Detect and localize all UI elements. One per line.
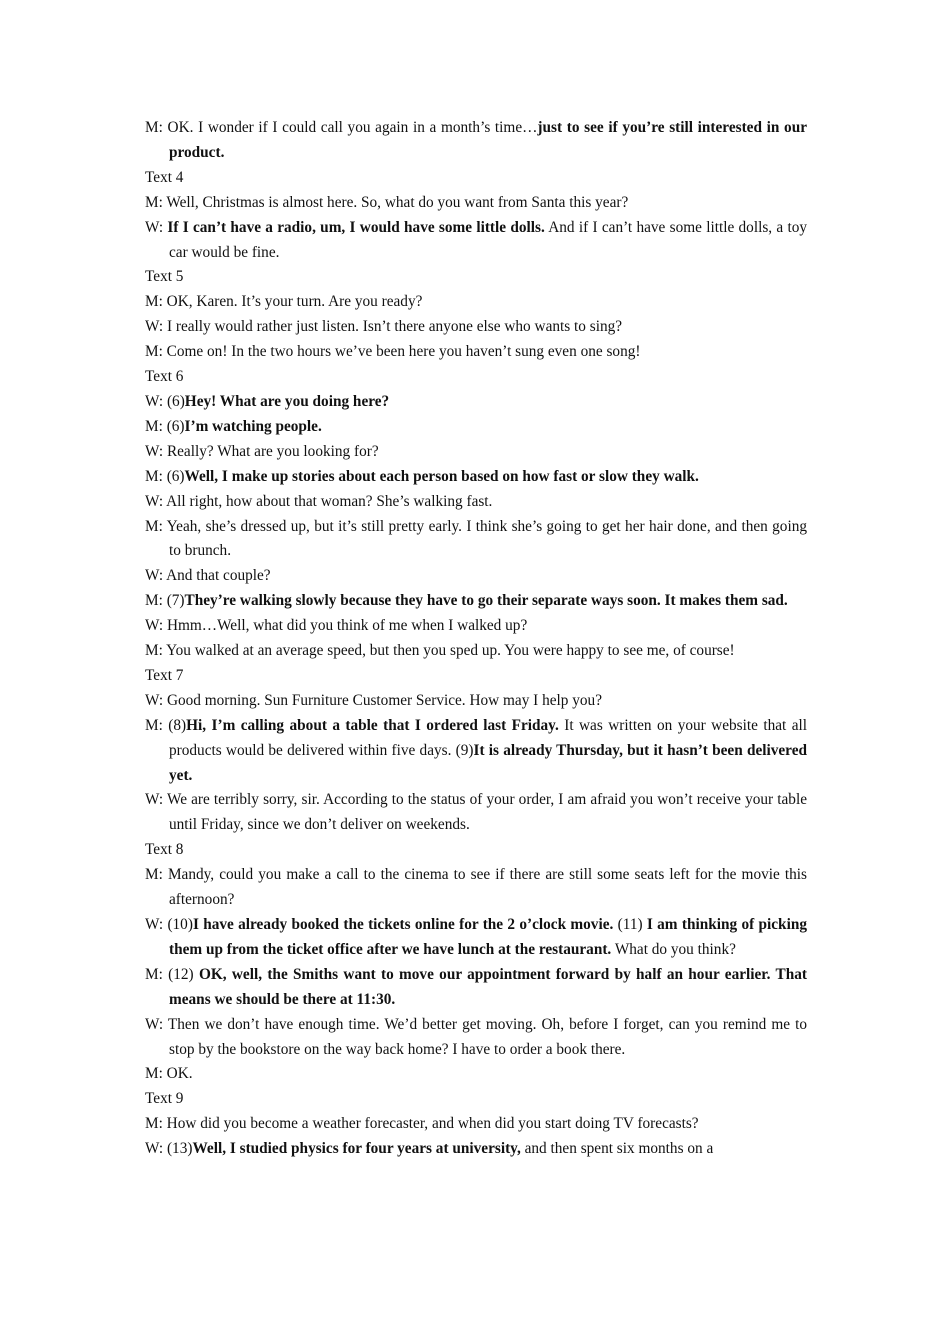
- text-segment: (10): [167, 916, 193, 933]
- dialogue-line: [145, 465, 807, 490]
- text-segment: Text 5: [145, 268, 184, 286]
- text-segment: (11): [613, 916, 647, 933]
- text-segment: M:: [145, 965, 169, 983]
- bold-answer-text: I have already booked the tickets online for the 2 o’clock movie.: [192, 916, 614, 933]
- dialogue-line: [145, 1137, 807, 1162]
- text-segment: and then spent six months on a: [520, 1140, 714, 1158]
- text-segment: M:: [145, 592, 167, 610]
- dialogue-line: [145, 1112, 807, 1137]
- text-segment: M: Yeah, she’s dressed up, but it’s still pretty early. I think she’s going to get her hair done, and then going to brunch.: [145, 517, 807, 560]
- bold-answer-text: Hi, I’m calling about a table that I ordered last Friday.: [186, 716, 559, 734]
- dialogue-line: [145, 515, 807, 565]
- section-heading: [145, 664, 807, 689]
- bold-answer-text: Well, I make up stories about each person based on how fast or slow they walk.: [184, 467, 699, 485]
- dialogue-line: [145, 340, 807, 365]
- text-segment: M: Come on! In the two hours we’ve been here you haven’t sung even one song!: [145, 343, 641, 361]
- text-segment: M: How did you become a weather forecaster, and when did you start doing TV forecasts?: [145, 1115, 699, 1133]
- dialogue-line: [145, 191, 807, 216]
- text-segment: M: You walked at an average speed, but then you sped up. You were happy to see me, of course!: [145, 642, 735, 660]
- text-segment: M:: [145, 417, 167, 435]
- bold-answer-text: If I can’t have a radio, um, I would have some little dolls.: [167, 218, 545, 236]
- dialogue-line: [145, 589, 807, 614]
- dialogue-line: [145, 390, 807, 415]
- text-segment: W: We are terribly sorry, sir. According to the status of your order, I am afraid you won’t receive your table until Friday, since we don’t deliver on weekends.: [145, 791, 807, 834]
- dialogue-line: [145, 490, 807, 515]
- text-segment: (9): [455, 741, 474, 759]
- text-segment: W: All right, how about that woman? She’s walking fast.: [145, 492, 493, 510]
- text-segment: Text 9: [145, 1090, 184, 1108]
- text-segment: (8): [168, 716, 187, 734]
- section-heading: [145, 1087, 807, 1112]
- text-segment: W:: [145, 1140, 167, 1158]
- text-segment: W: I really would rather just listen. Isn’t there anyone else who wants to sing?: [145, 318, 623, 336]
- text-segment: W: Then we don’t have enough time. We’d better get moving. Oh, before I forget, can you remind me to stop by the bookstore on the way back home? I have to order a book there.: [145, 1015, 807, 1058]
- text-segment: M: OK, Karen. It’s your turn. Are you ready?: [145, 293, 423, 311]
- text-segment: W: Hmm…Well, what did you think of me when I walked up?: [145, 617, 528, 635]
- dialogue-line: [145, 913, 807, 963]
- text-segment: (13): [166, 1140, 193, 1158]
- bold-answer-text: I’m watching people.: [184, 417, 322, 435]
- text-segment: (7): [166, 592, 185, 610]
- bold-answer-text: I am thinking of picking them up from the ticket office after we have lunch at the restaurant.: [169, 916, 807, 958]
- text-segment: W:: [145, 916, 168, 933]
- text-segment: And if I can’t have some little dolls, a toy car would be fine.: [169, 218, 808, 261]
- text-segment: Text 4: [145, 168, 184, 186]
- bold-answer-text: OK, well, the Smiths want to move our appointment forward by half an hour earlier. That means we should be there at 11:30.: [169, 965, 807, 1008]
- dialogue-line: [145, 614, 807, 639]
- dialogue-line: [145, 863, 807, 913]
- dialogue-line: [145, 315, 807, 340]
- text-segment: W: Good morning. Sun Furniture Customer Service. How may I help you?: [145, 691, 602, 709]
- bold-answer-text: just to see if you’re still interested in our product.: [169, 119, 807, 161]
- dialogue-line: [145, 1013, 807, 1063]
- section-heading: [145, 265, 807, 290]
- document-body: [145, 116, 807, 1162]
- text-segment: What do you think?: [611, 940, 736, 958]
- section-heading: [145, 838, 807, 863]
- bold-answer-text: Well, I studied physics for four years at university,: [192, 1140, 521, 1158]
- bold-answer-text: They’re walking slowly because they have to go their separate ways soon. It makes them sad.: [184, 592, 788, 610]
- text-segment: (6): [166, 467, 185, 485]
- dialogue-line: [145, 639, 807, 664]
- section-heading: [145, 166, 807, 191]
- text-segment: W:: [145, 218, 168, 236]
- dialogue-line: [145, 116, 807, 166]
- text-segment: (6): [166, 392, 185, 410]
- dialogue-line: [145, 415, 807, 440]
- dialogue-line: [145, 216, 807, 266]
- text-segment: Text 6: [145, 368, 184, 386]
- text-segment: M: Mandy, could you make a call to the cinema to see if there are still some seats left for the movie this afternoon?: [145, 866, 807, 909]
- text-segment: W:: [145, 392, 167, 410]
- dialogue-line: [145, 564, 807, 589]
- text-segment: M:: [145, 467, 167, 485]
- text-segment: W: And that couple?: [145, 567, 271, 585]
- dialogue-line: [145, 963, 807, 1013]
- text-segment: (12): [168, 965, 199, 983]
- text-segment: It was written on your website that all products would be delivered within five days.: [169, 716, 807, 759]
- section-heading: [145, 365, 807, 390]
- text-segment: M: OK. I wonder if I could call you again in a month’s time…: [145, 119, 538, 136]
- text-segment: M:: [145, 716, 169, 734]
- text-segment: Text 7: [145, 666, 184, 684]
- text-segment: (6): [166, 417, 185, 435]
- bold-answer-text: It is already Thursday, but it hasn’t been delivered yet.: [169, 741, 807, 784]
- text-segment: M: OK.: [145, 1065, 193, 1083]
- text-segment: W: Really? What are you looking for?: [145, 442, 379, 460]
- dialogue-line: [145, 714, 807, 789]
- text-segment: M: Well, Christmas is almost here. So, what do you want from Santa this year?: [145, 193, 629, 211]
- dialogue-line: [145, 290, 807, 315]
- dialogue-line: [145, 788, 807, 838]
- bold-answer-text: Hey! What are you doing here?: [184, 392, 390, 410]
- dialogue-line: [145, 689, 807, 714]
- dialogue-line: [145, 1062, 807, 1087]
- text-segment: Text 8: [145, 841, 184, 859]
- dialogue-line: [145, 440, 807, 465]
